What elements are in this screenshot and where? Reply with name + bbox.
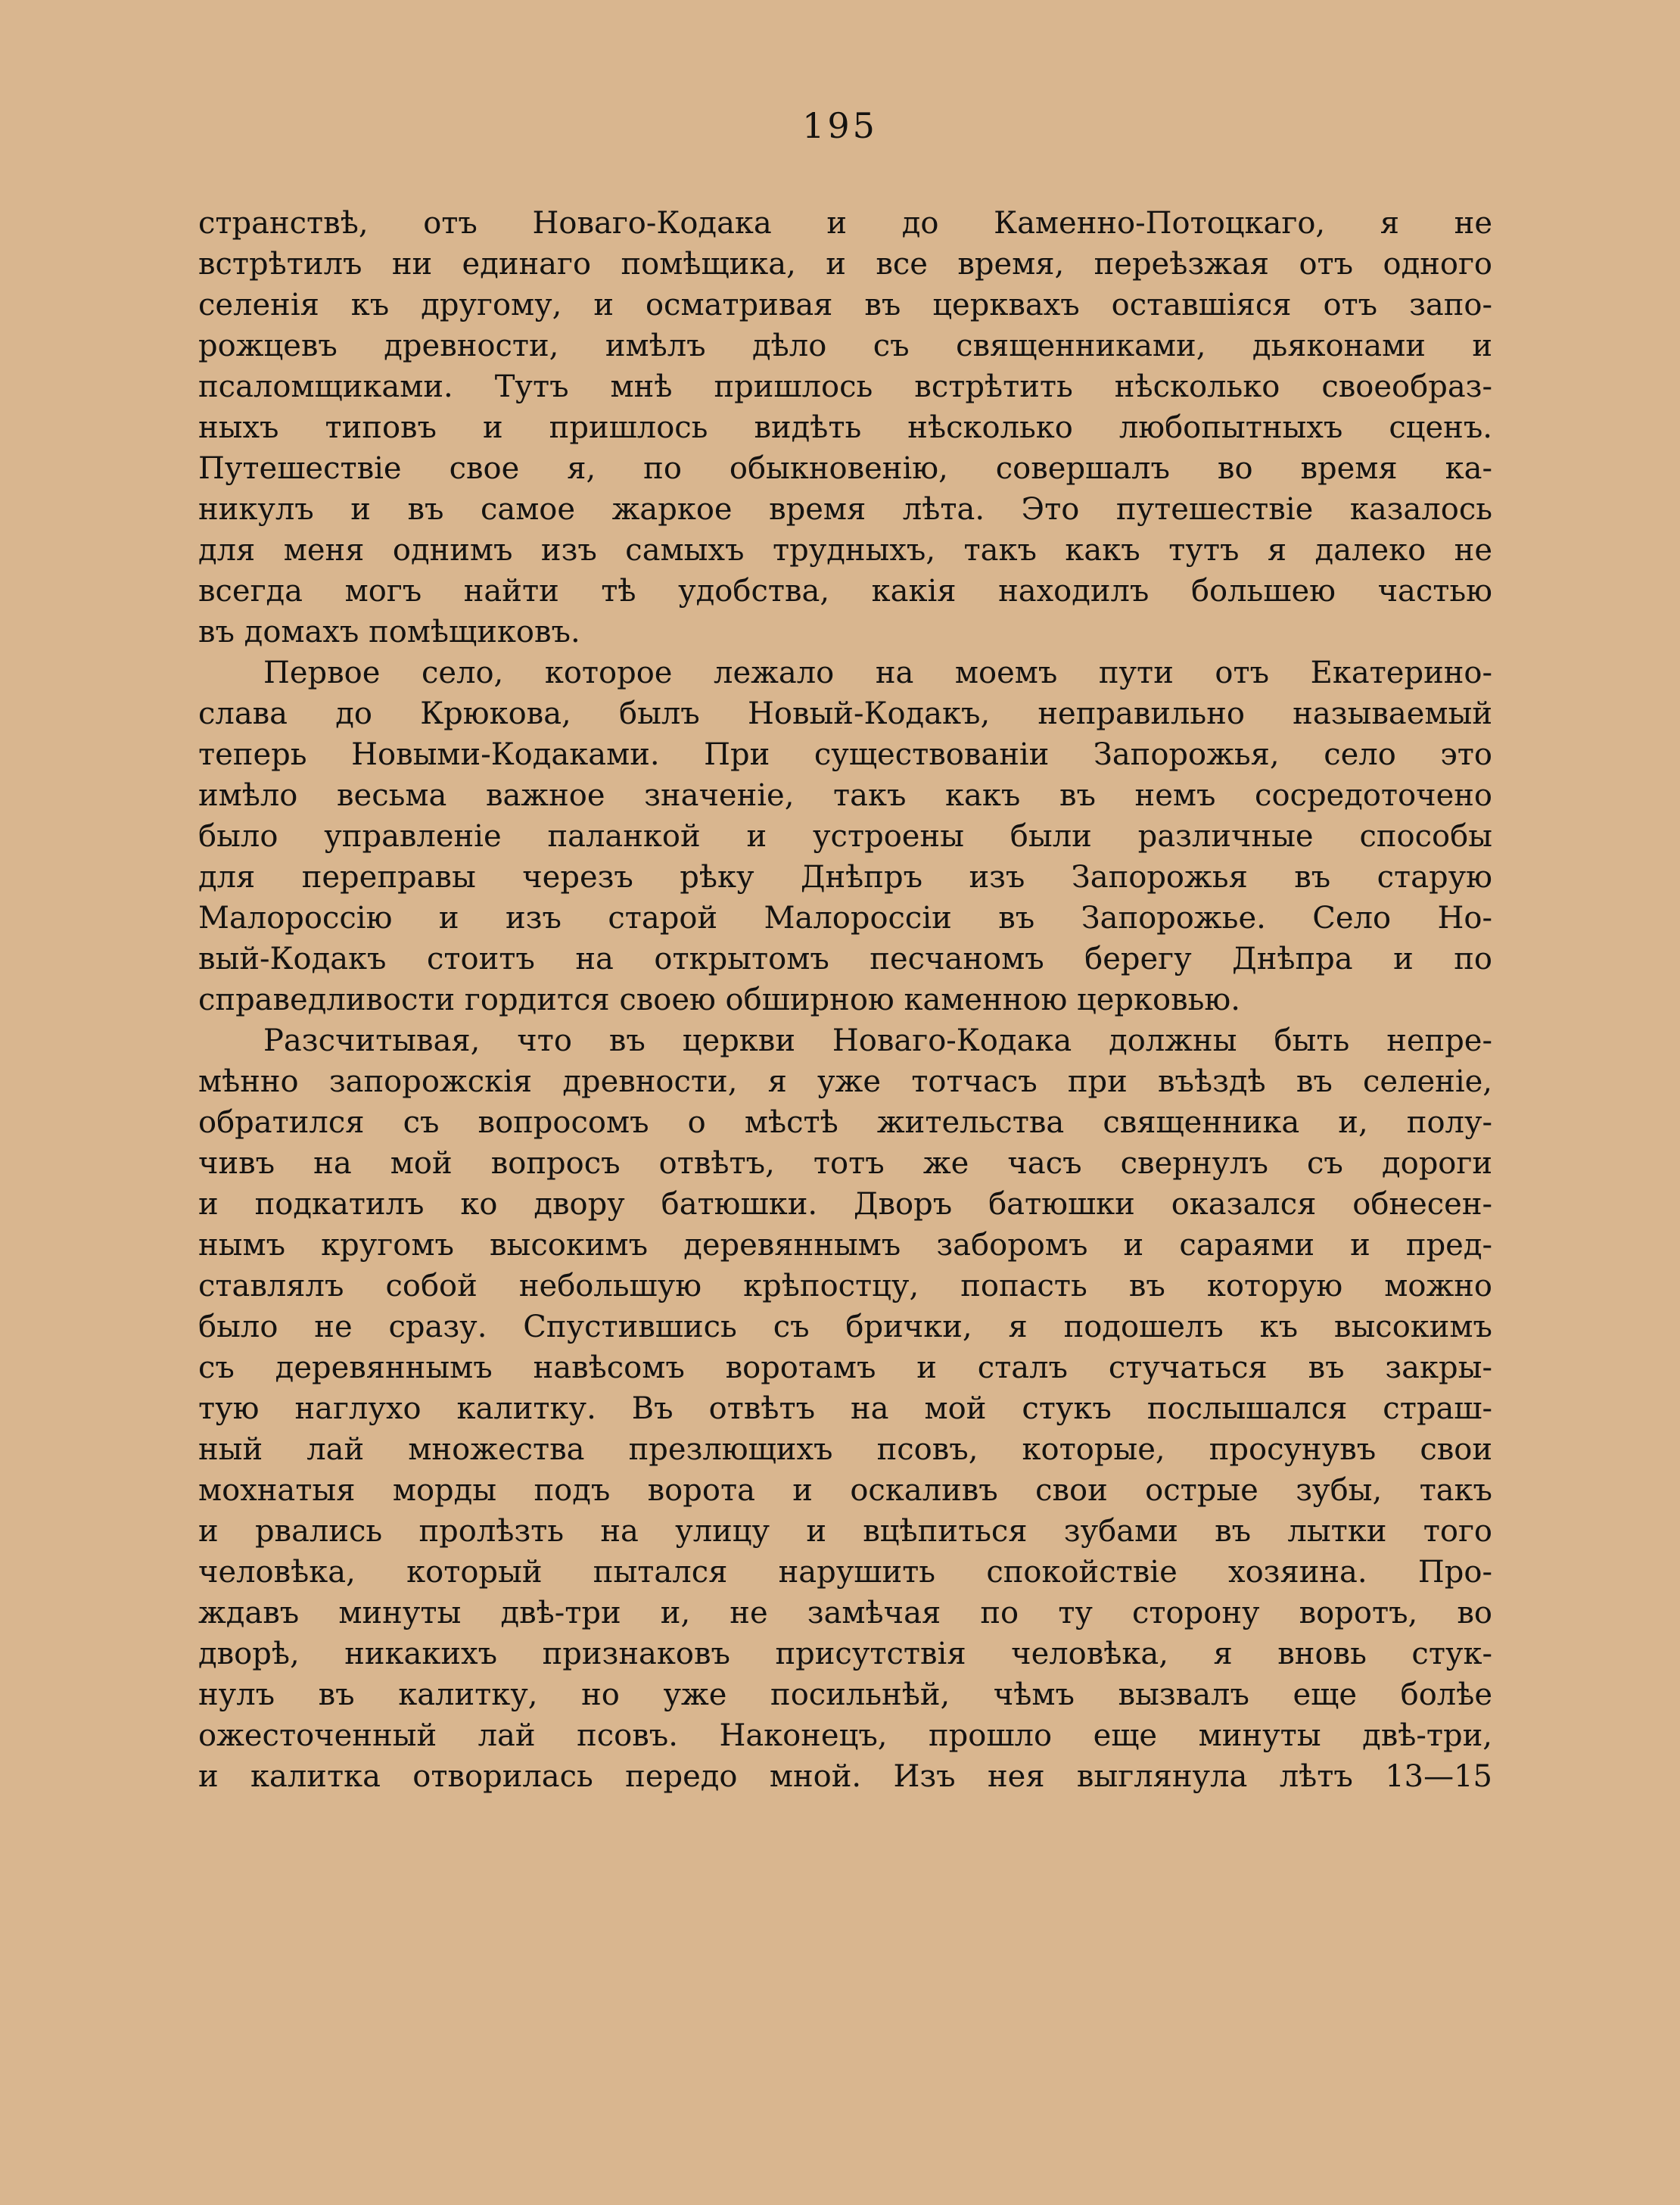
text-line: имѣло весьма важное значеніе, такъ какъ въ немъ сосредоточено (198, 778, 1492, 813)
text-line: и рвались пролѣзть на улицу и вцѣпиться зубами въ лытки того (198, 1514, 1492, 1549)
text-line: ждавъ минуты двѣ-три и, не замѣчая по ту сторону воротъ, во (198, 1596, 1492, 1630)
text-line: для переправы черезъ рѣку Днѣпръ изъ Запорожья въ старую (198, 860, 1492, 895)
text-line: въ домахъ помѣщиковъ. (198, 615, 580, 649)
text-line: тую наглухо калитку. Въ отвѣтъ на мой стукъ послышался страш- (198, 1391, 1492, 1426)
text-line: Путешествіе свое я, по обыкновенію, совершалъ во время ка- (198, 451, 1492, 486)
page-number: 195 (802, 105, 878, 146)
text-line: ныхъ типовъ и пришлось видѣть нѣсколько любопытныхъ сценъ. (198, 410, 1492, 445)
text-line: Разсчитывая, что въ церкви Новаго-Кодака должны быть непре- (263, 1023, 1492, 1058)
text-line: никулъ и въ самое жаркое время лѣта. Это путешествіе казалось (198, 492, 1492, 527)
text-line: обратился съ вопросомъ о мѣстѣ жительства священника и, полу- (198, 1105, 1492, 1140)
text-line: и калитка отворилась передо мной. Изъ нея выглянула лѣтъ 13—15 (198, 1759, 1492, 1794)
text-line: теперь Новыми-Кодаками. При существованіи Запорожья, село это (198, 737, 1492, 772)
text-line: чивъ на мой вопросъ отвѣтъ, тотъ же часъ свернулъ съ дороги (198, 1146, 1492, 1181)
text-line: для меня однимъ изъ самыхъ трудныхъ, такъ какъ тутъ я далеко не (198, 533, 1492, 568)
text-line: справедливости гордится своею обширною каменною церковью. (198, 983, 1240, 1017)
text-column (198, 203, 1492, 1797)
text-line: слава до Крюкова, былъ Новый-Кодакъ, неправильно называемый (198, 696, 1492, 731)
text-line: человѣка, который пытался нарушить спокойствіе хозяина. Про- (198, 1555, 1492, 1590)
text-line: мѣнно запорожскія древности, я уже тотчасъ при въѣздѣ въ селеніе, (198, 1064, 1492, 1099)
text-line: Малороссію и изъ старой Малороссіи въ Запорожье. Село Но- (198, 901, 1492, 936)
paragraph (198, 652, 1492, 1020)
text-line: мохнатыя морды подъ ворота и оскаливъ свои острые зубы, такъ (198, 1473, 1492, 1508)
text-line: съ деревяннымъ навѣсомъ воротамъ и сталъ стучаться въ закры- (198, 1350, 1492, 1385)
text-line: псаломщиками. Тутъ мнѣ пришлось встрѣтить нѣсколько своеобраз- (198, 369, 1492, 404)
text-line: странствѣ, отъ Новаго-Кодака и до Каменно-Потоцкаго, я не (198, 206, 1492, 241)
text-line: встрѣтилъ ни единаго помѣщика, и все время, переѣзжая отъ одного (198, 247, 1492, 282)
text-line: ожесточенный лай псовъ. Наконецъ, прошло еще минуты двѣ-три, (198, 1718, 1492, 1753)
text-line: всегда могъ найти тѣ удобства, какія находилъ большею частью (198, 574, 1492, 609)
text-line: было управленіе паланкой и устроены были различные способы (198, 819, 1492, 854)
text-line: рожцевъ древности, имѣлъ дѣло съ священниками, дьяконами и (198, 329, 1492, 363)
text-line: дворѣ, никакихъ признаковъ присутствія человѣка, я вновь стук- (198, 1637, 1492, 1671)
text-line: нулъ въ калитку, но уже посильнѣй, чѣмъ вызвалъ еще болѣе (198, 1677, 1492, 1712)
text-line: было не сразу. Спустившись съ брички, я подошелъ къ высокимъ (198, 1310, 1492, 1344)
text-line: ный лай множества презлющихъ псовъ, которые, просунувъ свои (198, 1432, 1492, 1467)
text-line: нымъ кругомъ высокимъ деревяннымъ заборомъ и сараями и пред- (198, 1228, 1492, 1263)
text-line: селенія къ другому, и осматривая въ церквахъ оставшіяся отъ запо- (198, 288, 1492, 322)
paragraph (198, 203, 1492, 652)
text-line: вый-Кодакъ стоитъ на открытомъ песчаномъ берегу Днѣпра и по (198, 942, 1492, 976)
text-line: и подкатилъ ко двору батюшки. Дворъ батюшки оказался обнесен- (198, 1187, 1492, 1222)
paragraph (198, 1020, 1492, 1797)
text-line: ставлялъ собой небольшую крѣпостцу, попасть въ которую можно (198, 1269, 1492, 1303)
text-line: Первое село, которое лежало на моемъ пути отъ Екатерино- (263, 656, 1492, 690)
